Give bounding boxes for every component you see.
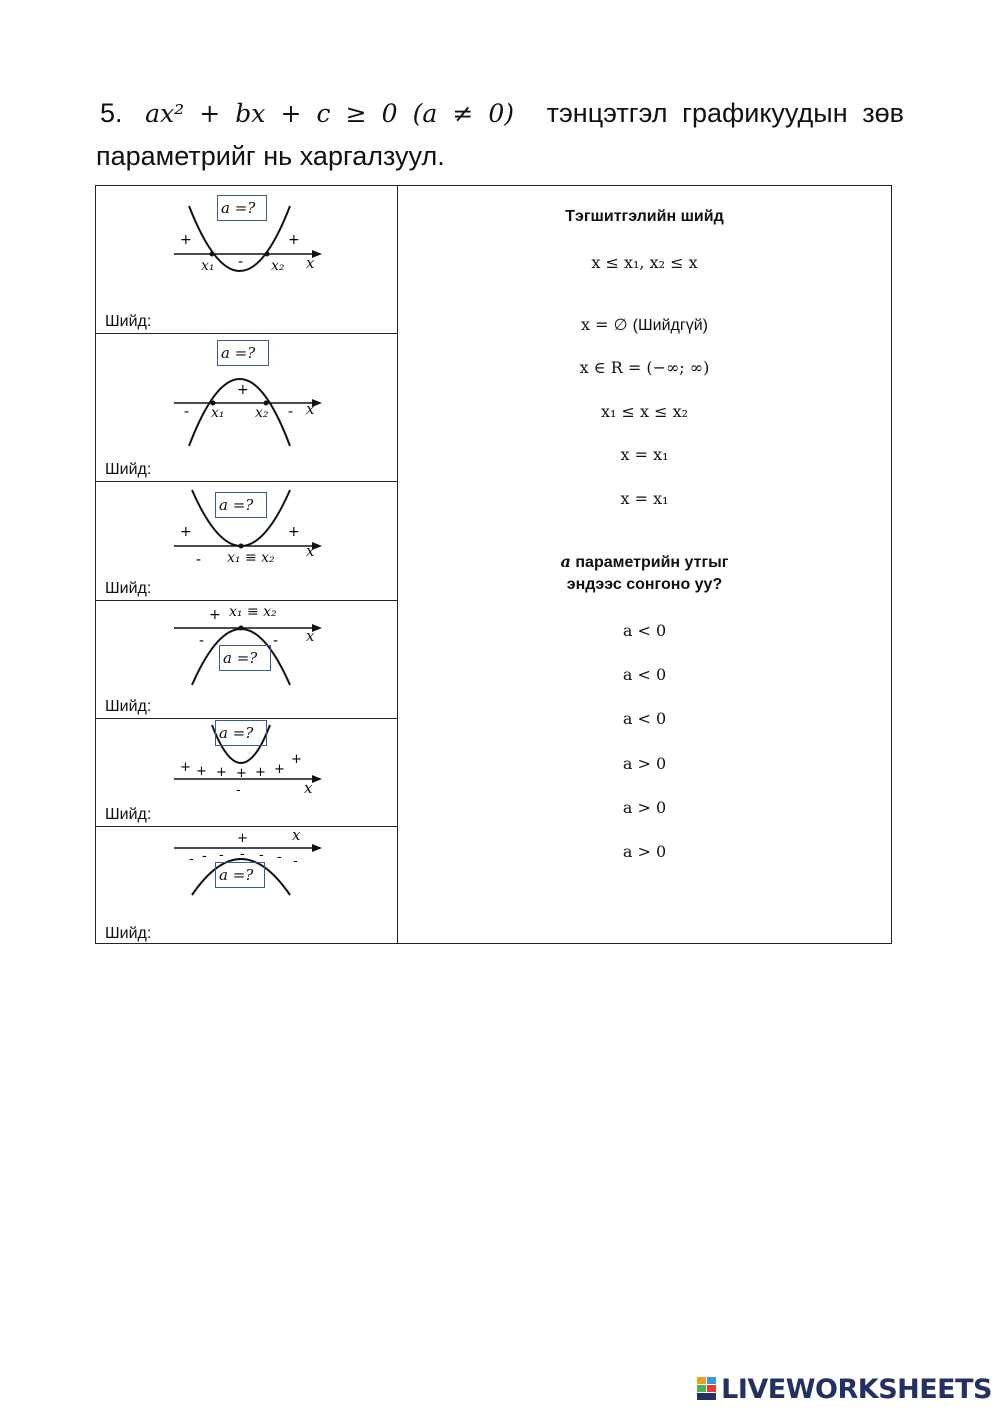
a-value-box[interactable]: a =?: [215, 492, 267, 518]
brand-footer: [697, 1374, 992, 1405]
axis-label: x: [306, 542, 315, 560]
root-x1: x₁: [211, 405, 225, 421]
svg-text:-: -: [236, 783, 241, 798]
graph-column: [96, 186, 398, 943]
task-title: [96, 92, 904, 177]
task-formula: ax² + bx + c ≥ 0 (a ≠ 0): [145, 99, 515, 128]
axis-label: x: [304, 779, 313, 797]
param-option-6[interactable]: a > 0: [622, 842, 667, 861]
a-value-box[interactable]: a =?: [219, 645, 271, 671]
axis-label: x: [292, 826, 301, 844]
solution-label: Шийд:: [105, 313, 152, 330]
solution-label: Шийд:: [105, 461, 152, 478]
param-option-2[interactable]: a < 0: [622, 665, 667, 684]
a-value-box[interactable]: a =?: [215, 862, 265, 888]
axis-label: x: [306, 400, 315, 418]
double-root: x₁ ≡ x₂: [227, 550, 275, 566]
svg-text:-: -: [196, 552, 202, 568]
svg-text:+: +: [180, 232, 192, 248]
svg-text:+: +: [180, 524, 192, 540]
a-value-box[interactable]: a =?: [217, 195, 267, 221]
svg-text:+: +: [274, 762, 285, 777]
graph-cell-3: [96, 482, 397, 601]
svg-text:-: -: [259, 848, 264, 863]
param-option-1[interactable]: a < 0: [622, 621, 667, 640]
root-x2: x₂: [271, 258, 285, 274]
options-column: [398, 186, 891, 943]
solution-option-3[interactable]: x ∈ R = (−∞; ∞): [579, 358, 710, 377]
svg-text:-: -: [277, 850, 282, 865]
svg-text:-: -: [240, 847, 245, 862]
solution-label: Шийд:: [105, 925, 152, 942]
task-number: 5.: [100, 98, 123, 128]
graph-cell-6: [96, 827, 397, 945]
graph-cell-1: [96, 186, 397, 334]
svg-text:-: -: [293, 854, 298, 869]
svg-text:-: -: [184, 404, 190, 420]
solution-option-2[interactable]: x = ∅ (Шийдгүй): [581, 315, 708, 334]
task-text: тэнцэтгэл графикуудын зөв параметрийг нь харгалзуул.: [96, 98, 904, 171]
param-heading-line2: эндээс сонгоно уу?: [566, 576, 723, 593]
solution-label: Шийд:: [105, 806, 152, 823]
axis-label: x: [306, 254, 315, 272]
solution-label: Шийд:: [105, 580, 152, 597]
brand-name: LIVEWORKSHEETS: [721, 1374, 992, 1405]
svg-text:-: -: [219, 848, 224, 863]
a-value-box[interactable]: a =?: [217, 340, 269, 366]
solution-option-6[interactable]: x = x₁: [620, 489, 669, 508]
svg-text:-: -: [189, 852, 194, 867]
solution-label: Шийд:: [105, 698, 152, 715]
root-x1: x₁: [201, 258, 215, 274]
svg-text:-: -: [273, 633, 279, 649]
svg-text:+: +: [216, 765, 227, 780]
solution-option-4[interactable]: x₁ ≤ x ≤ x₂: [600, 402, 689, 421]
param-option-4[interactable]: a > 0: [622, 754, 667, 773]
svg-text:+: +: [288, 232, 300, 248]
svg-text:+: +: [236, 766, 247, 781]
matching-table: [95, 185, 892, 944]
svg-text:+: +: [209, 607, 221, 623]
svg-text:-: -: [199, 633, 205, 649]
solution-option-1[interactable]: x ≤ x₁, x₂ ≤ x: [591, 253, 698, 272]
graph-cell-4: [96, 601, 397, 719]
param-option-5[interactable]: a > 0: [622, 798, 667, 817]
liveworksheets-logo-icon: [697, 1377, 717, 1401]
svg-text:-: -: [238, 254, 244, 270]
param-heading-line1: a параметрийн утгыг: [560, 552, 729, 571]
svg-text:+: +: [288, 524, 300, 540]
graph-cell-2: [96, 334, 397, 482]
double-root: x₁ ≡ x₂: [229, 604, 277, 620]
svg-text:+: +: [291, 752, 302, 767]
svg-text:+: +: [196, 764, 207, 779]
svg-text:+: +: [237, 382, 249, 398]
svg-text:+: +: [237, 831, 248, 846]
svg-text:+: +: [255, 765, 266, 780]
root-x2: x₂: [255, 405, 269, 421]
svg-text:-: -: [288, 404, 294, 420]
param-option-3[interactable]: a < 0: [622, 709, 667, 728]
solution-option-5[interactable]: x = x₁: [620, 445, 669, 464]
svg-text:+: +: [180, 760, 191, 775]
graph-cell-5: [96, 719, 397, 827]
svg-text:-: -: [202, 849, 207, 864]
solutions-heading: Тэгшитгэлийн шийд: [565, 208, 724, 225]
axis-label: x: [306, 627, 315, 645]
a-value-box[interactable]: a =?: [215, 720, 267, 746]
